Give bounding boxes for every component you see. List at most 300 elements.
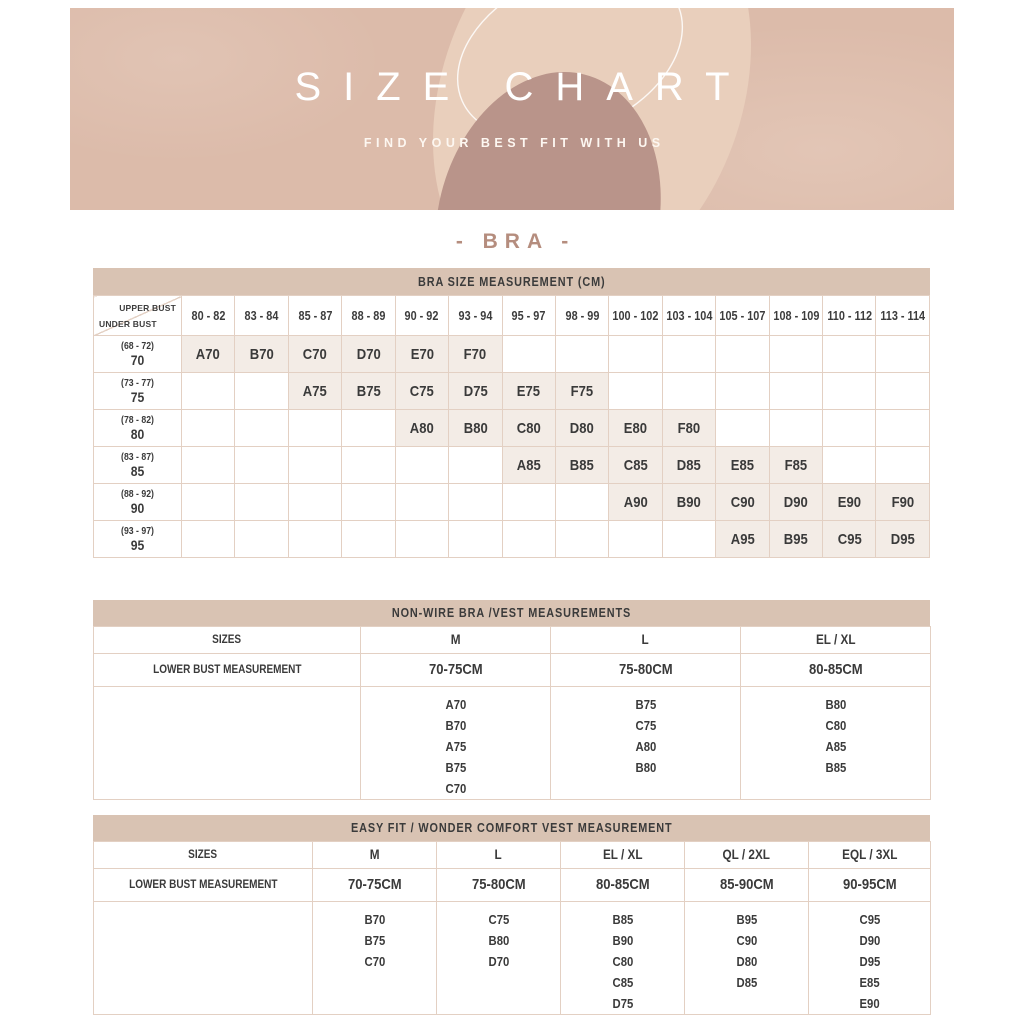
- size-item: [561, 930, 684, 951]
- size-item-text: B75: [364, 933, 385, 948]
- bra-size-cell: [555, 447, 608, 484]
- range-cell: [437, 869, 561, 902]
- bra-size-value: A75: [303, 382, 328, 400]
- bra-column-header-text: 105 - 107: [719, 308, 766, 323]
- size-item-text: C85: [612, 975, 633, 990]
- bra-size-value: B70: [249, 345, 274, 363]
- bra-size-cell: [823, 410, 876, 447]
- under-bust-label: UNDER BUST: [99, 319, 157, 329]
- range-cell: [551, 654, 741, 687]
- bra-size-cell: [555, 410, 608, 447]
- bra-size-cell: [716, 521, 769, 558]
- size-item: [313, 909, 436, 930]
- size-chart-banner: [70, 8, 954, 210]
- size-item-text: C70: [364, 954, 385, 969]
- bra-size-cell: [288, 521, 341, 558]
- items-cell: [685, 902, 809, 1015]
- bra-row-label: [94, 484, 182, 521]
- bra-size-row: [94, 373, 930, 410]
- size-item-text: A80: [635, 739, 656, 754]
- bra-column-header: [449, 296, 502, 336]
- bra-size-value: C80: [516, 419, 541, 437]
- row-size-text: 75: [130, 388, 145, 405]
- bra-size-cell: [823, 484, 876, 521]
- bra-size-cell: [769, 484, 822, 521]
- bra-size-cell: [288, 410, 341, 447]
- size-item: [437, 909, 560, 930]
- bra-size-cell: [342, 410, 395, 447]
- size-item: [809, 972, 930, 993]
- bra-size-cell: [182, 521, 235, 558]
- size-column-header: [361, 627, 551, 654]
- bra-size-cell: [662, 484, 715, 521]
- easyfit-table: [93, 841, 931, 1015]
- bra-size-cell: [182, 410, 235, 447]
- size-item: [685, 909, 808, 930]
- size-item-text: B80: [825, 697, 846, 712]
- items-cell: [561, 902, 685, 1015]
- size-item-text: B70: [364, 912, 385, 927]
- bra-size-row: [94, 336, 930, 373]
- bra-size-cell: [342, 447, 395, 484]
- bra-size-row: [94, 521, 930, 558]
- bra-column-header-text: 93 - 94: [458, 308, 493, 323]
- bra-size-cell: [876, 447, 930, 484]
- bra-column-header: [876, 296, 930, 336]
- bra-size-cell: [609, 373, 662, 410]
- size-column-header-text: EQL / 3XL: [841, 847, 898, 862]
- size-item-text: B95: [736, 912, 757, 927]
- items-cell: [741, 687, 931, 800]
- bra-size-value: D95: [890, 530, 915, 548]
- bra-size-value: D90: [783, 493, 808, 511]
- lower-bust-label: LOWER BUST MEASUREMENT: [152, 664, 302, 676]
- range-value: 90-95CM: [842, 876, 897, 893]
- size-column-header: [741, 627, 931, 654]
- bra-size-cell: [555, 521, 608, 558]
- bra-size-row: [94, 484, 930, 521]
- bra-size-cell: [395, 410, 448, 447]
- size-item: [685, 972, 808, 993]
- bra-size-cell: [235, 410, 288, 447]
- bra-column-header: [395, 296, 448, 336]
- bra-size-cell: [823, 373, 876, 410]
- bra-size-cell: [449, 336, 502, 373]
- bra-table-title: [93, 268, 930, 295]
- size-item: [561, 972, 684, 993]
- bra-size-cell: [609, 336, 662, 373]
- size-item-text: C75: [488, 912, 509, 927]
- size-item: [741, 736, 930, 757]
- size-item: [361, 778, 550, 799]
- bra-size-cell: [876, 521, 930, 558]
- bra-column-header-text: 83 - 84: [244, 308, 279, 323]
- bra-size-cell: [502, 336, 555, 373]
- size-item-text: A85: [825, 739, 846, 754]
- bra-size-cell: [395, 521, 448, 558]
- nonwire-table: [93, 626, 931, 800]
- items-cell: [809, 902, 931, 1015]
- bra-size-cell: [395, 447, 448, 484]
- row-size-text: 80: [130, 425, 145, 442]
- bra-size-cell: [609, 484, 662, 521]
- row-range-text: (93 - 97): [121, 525, 154, 537]
- size-item: [809, 909, 930, 930]
- bra-column-header-text: 110 - 112: [826, 308, 872, 323]
- range-row: [94, 869, 931, 902]
- size-item-text: B80: [635, 760, 656, 775]
- bra-size-cell: [235, 373, 288, 410]
- row-size-text: 70: [130, 351, 145, 368]
- bra-size-cell: [288, 373, 341, 410]
- bra-size-cell: [395, 373, 448, 410]
- bra-section-heading: - BRA -: [455, 230, 576, 253]
- easyfit-table-section: [93, 815, 930, 1015]
- bra-size-cell: [288, 447, 341, 484]
- bra-size-cell: [662, 521, 715, 558]
- row-range-text: (73 - 77): [121, 377, 154, 389]
- row-size-text: 95: [130, 536, 145, 553]
- bra-size-cell: [555, 484, 608, 521]
- range-cell: [741, 654, 931, 687]
- bra-column-header-text: 100 - 102: [612, 308, 659, 323]
- bra-size-cell: [823, 521, 876, 558]
- bra-size-cell: [182, 336, 235, 373]
- bra-size-table: [93, 295, 930, 558]
- bra-size-value: A95: [730, 530, 755, 548]
- bra-size-table-section: [93, 268, 930, 558]
- bra-column-header: [502, 296, 555, 336]
- size-item: [561, 993, 684, 1014]
- bra-size-cell: [342, 336, 395, 373]
- range-value: 75-80CM: [618, 661, 673, 678]
- size-item: [809, 993, 930, 1014]
- bra-size-cell: [609, 410, 662, 447]
- size-item-text: D85: [736, 975, 757, 990]
- bra-size-value: E90: [837, 493, 861, 511]
- lower-bust-label: LOWER BUST MEASUREMENT: [128, 879, 278, 891]
- bra-column-header: [342, 296, 395, 336]
- range-value: 85-90CM: [719, 876, 774, 893]
- bra-size-cell: [716, 373, 769, 410]
- size-item-text: D75: [612, 996, 633, 1011]
- size-item-text: E85: [859, 975, 880, 990]
- row-size-text: 85: [130, 462, 145, 479]
- range-cell: [313, 869, 437, 902]
- bra-size-cell: [502, 410, 555, 447]
- row-size-text: 90: [130, 499, 145, 516]
- bra-column-header-text: 88 - 89: [351, 308, 386, 323]
- size-column-header: [809, 842, 931, 869]
- easyfit-table-title-text: EASY FIT / WONDER COMFORT VEST MEASUREMENT: [350, 821, 673, 835]
- items-cell: [361, 687, 551, 800]
- items-row: [94, 687, 931, 800]
- range-cell: [361, 654, 551, 687]
- bra-size-cell: [288, 336, 341, 373]
- bra-size-value: B85: [570, 456, 595, 474]
- bra-row-label: [94, 521, 182, 558]
- bra-column-header: [609, 296, 662, 336]
- size-column-header-text: M: [450, 632, 461, 647]
- bra-size-value: F70: [464, 345, 487, 363]
- bra-size-value: D70: [356, 345, 381, 363]
- bra-size-row: [94, 410, 930, 447]
- bra-size-value: E70: [410, 345, 434, 363]
- bra-size-value: C75: [409, 382, 434, 400]
- size-item-text: B80: [488, 933, 509, 948]
- bra-size-cell: [555, 336, 608, 373]
- bra-column-header-text: 95 - 97: [511, 308, 546, 323]
- size-item-text: D95: [859, 954, 880, 969]
- range-value: 75-80CM: [471, 876, 526, 893]
- size-item: [561, 951, 684, 972]
- sizes-row-header: [94, 842, 313, 869]
- bra-size-row: [94, 447, 930, 484]
- empty-row-header: [94, 902, 313, 1015]
- banner-title: SIZE CHART: [294, 64, 752, 109]
- corner-cell: [94, 296, 182, 336]
- bra-column-header-text: 90 - 92: [404, 308, 439, 323]
- size-item: [437, 951, 560, 972]
- range-value: 80-85CM: [595, 876, 650, 893]
- bra-size-value: B90: [677, 493, 701, 511]
- bra-column-header-text: 113 - 114: [880, 308, 926, 323]
- bra-column-header: [288, 296, 341, 336]
- size-column-header-text: QL / 2XL: [722, 847, 771, 862]
- bra-size-cell: [662, 410, 715, 447]
- bra-size-cell: [662, 373, 715, 410]
- bra-size-cell: [182, 447, 235, 484]
- size-column-header-text: L: [494, 847, 503, 862]
- bra-size-value: C90: [730, 493, 755, 511]
- size-column-header: [313, 842, 437, 869]
- bra-size-cell: [769, 410, 822, 447]
- bra-row-label: [94, 373, 182, 410]
- bra-size-cell: [662, 336, 715, 373]
- bra-size-cell: [716, 447, 769, 484]
- bra-size-value: E75: [517, 382, 541, 400]
- row-range-text: (68 - 72): [121, 340, 154, 352]
- sizes-label: SIZES: [212, 634, 242, 646]
- size-item: [741, 757, 930, 778]
- bra-size-value: A80: [409, 419, 434, 437]
- bra-column-header: [823, 296, 876, 336]
- size-item-text: B90: [612, 933, 633, 948]
- bra-size-value: B80: [463, 419, 488, 437]
- size-item-text: C80: [612, 954, 633, 969]
- lower-bust-row-header: [94, 869, 313, 902]
- bra-size-value: F75: [570, 382, 594, 400]
- size-column-header-text: EL / XL: [602, 847, 643, 862]
- bra-size-cell: [235, 484, 288, 521]
- size-column-header-text: M: [369, 847, 380, 862]
- bra-size-value: A70: [196, 345, 221, 363]
- size-item-text: B85: [825, 760, 846, 775]
- size-item: [741, 694, 930, 715]
- bra-size-cell: [288, 484, 341, 521]
- bra-column-header-text: 85 - 87: [298, 308, 332, 323]
- bra-size-cell: [449, 410, 502, 447]
- sizes-row: [94, 842, 931, 869]
- bra-size-cell: [502, 373, 555, 410]
- bra-size-cell: [449, 521, 502, 558]
- size-item-text: A70: [445, 697, 466, 712]
- bra-size-cell: [342, 521, 395, 558]
- size-item: [551, 757, 740, 778]
- bra-size-cell: [449, 447, 502, 484]
- size-item: [313, 930, 436, 951]
- size-item-text: C70: [445, 781, 466, 796]
- size-item-text: B85: [612, 912, 633, 927]
- bra-size-cell: [769, 373, 822, 410]
- nonwire-table-title-text: NON-WIRE BRA /VEST MEASUREMENTS: [391, 606, 632, 620]
- size-item: [741, 715, 930, 736]
- bra-row-label: [94, 447, 182, 484]
- size-item: [551, 715, 740, 736]
- bra-size-cell: [449, 373, 502, 410]
- bra-size-value: A85: [516, 456, 541, 474]
- size-column-header-text: L: [641, 632, 650, 647]
- row-range-text: (83 - 87): [121, 451, 154, 463]
- bra-row-label: [94, 410, 182, 447]
- size-item-text: A75: [445, 739, 466, 754]
- range-value: 70-75CM: [347, 876, 402, 893]
- bra-column-header-row: [94, 296, 930, 336]
- bra-column-header: [235, 296, 288, 336]
- bra-size-cell: [555, 373, 608, 410]
- bra-size-cell: [182, 484, 235, 521]
- bra-size-cell: [769, 521, 822, 558]
- size-item-text: B70: [445, 718, 466, 733]
- nonwire-table-title: [93, 600, 930, 626]
- bra-size-cell: [716, 484, 769, 521]
- size-item: [361, 757, 550, 778]
- empty-row-header: [94, 687, 361, 800]
- bra-size-cell: [876, 484, 930, 521]
- size-item: [809, 930, 930, 951]
- bra-size-cell: [609, 521, 662, 558]
- bra-size-cell: [395, 484, 448, 521]
- size-item: [551, 694, 740, 715]
- bra-size-cell: [876, 410, 930, 447]
- size-column-header: [561, 842, 685, 869]
- size-item: [437, 930, 560, 951]
- bra-size-cell: [876, 373, 930, 410]
- bra-size-value: E85: [730, 456, 755, 474]
- bra-size-value: E80: [623, 419, 648, 437]
- nonwire-table-section: [93, 600, 930, 800]
- size-column-header-text: EL / XL: [815, 632, 856, 647]
- bra-size-value: F80: [677, 419, 701, 437]
- bra-column-header: [716, 296, 769, 336]
- bra-size-cell: [235, 336, 288, 373]
- size-item: [561, 909, 684, 930]
- size-item-text: E90: [859, 996, 880, 1011]
- range-row: [94, 654, 931, 687]
- bra-size-cell: [235, 447, 288, 484]
- bra-column-header: [662, 296, 715, 336]
- upper-bust-label: UPPER BUST: [119, 303, 176, 313]
- row-range-text: (88 - 92): [121, 488, 154, 500]
- bra-size-value: C70: [303, 345, 328, 363]
- size-column-header: [551, 627, 741, 654]
- range-cell: [561, 869, 685, 902]
- bra-size-cell: [769, 447, 822, 484]
- sizes-row: [94, 627, 931, 654]
- bra-size-value: C85: [623, 456, 648, 474]
- bra-table-title-text: BRA SIZE MEASUREMENT (CM): [417, 274, 606, 289]
- bra-size-cell: [182, 373, 235, 410]
- bra-size-cell: [716, 410, 769, 447]
- bra-row-label: [94, 336, 182, 373]
- bra-size-cell: [502, 484, 555, 521]
- lower-bust-row-header: [94, 654, 361, 687]
- size-item-text: D70: [488, 954, 509, 969]
- bra-size-cell: [823, 447, 876, 484]
- size-item: [313, 951, 436, 972]
- size-item: [361, 736, 550, 757]
- banner-subtitle: FIND YOUR BEST FIT WITH US: [363, 135, 665, 150]
- bra-column-header-text: 80 - 82: [191, 308, 226, 323]
- items-row: [94, 902, 931, 1015]
- size-item-text: C75: [635, 718, 656, 733]
- bra-size-cell: [502, 521, 555, 558]
- bra-size-cell: [876, 336, 930, 373]
- bra-size-cell: [449, 484, 502, 521]
- bra-size-cell: [502, 447, 555, 484]
- size-item: [685, 951, 808, 972]
- bra-size-value: D75: [463, 382, 488, 400]
- range-value: 80-85CM: [808, 661, 863, 678]
- size-item: [361, 715, 550, 736]
- size-item-text: C80: [825, 718, 846, 733]
- range-cell: [685, 869, 809, 902]
- size-item-text: B75: [635, 697, 656, 712]
- size-item-text: C95: [859, 912, 880, 927]
- bra-size-cell: [823, 336, 876, 373]
- items-cell: [313, 902, 437, 1015]
- items-cell: [437, 902, 561, 1015]
- bra-column-header: [555, 296, 608, 336]
- bra-column-header: [769, 296, 822, 336]
- bra-size-cell: [342, 373, 395, 410]
- easyfit-table-title: [93, 815, 930, 841]
- bra-size-value: D80: [570, 419, 595, 437]
- bra-column-header: [182, 296, 235, 336]
- size-item-text: B75: [445, 760, 466, 775]
- bra-size-value: A90: [623, 493, 648, 511]
- bra-size-cell: [716, 336, 769, 373]
- size-item-text: D90: [859, 933, 880, 948]
- sizes-label: SIZES: [188, 849, 218, 861]
- bra-size-value: F85: [784, 456, 808, 474]
- bra-column-header-text: 108 - 109: [773, 308, 820, 323]
- size-item-text: C90: [736, 933, 757, 948]
- sizes-row-header: [94, 627, 361, 654]
- range-cell: [809, 869, 931, 902]
- bra-size-cell: [235, 521, 288, 558]
- bra-size-value: B75: [356, 382, 381, 400]
- bra-size-cell: [609, 447, 662, 484]
- size-item: [551, 736, 740, 757]
- size-item: [685, 930, 808, 951]
- bra-column-header-text: 98 - 99: [565, 308, 600, 323]
- bra-size-cell: [395, 336, 448, 373]
- size-item-text: D80: [736, 954, 757, 969]
- size-column-header: [437, 842, 561, 869]
- bra-size-value: F90: [891, 493, 914, 511]
- bra-size-value: B95: [783, 530, 808, 548]
